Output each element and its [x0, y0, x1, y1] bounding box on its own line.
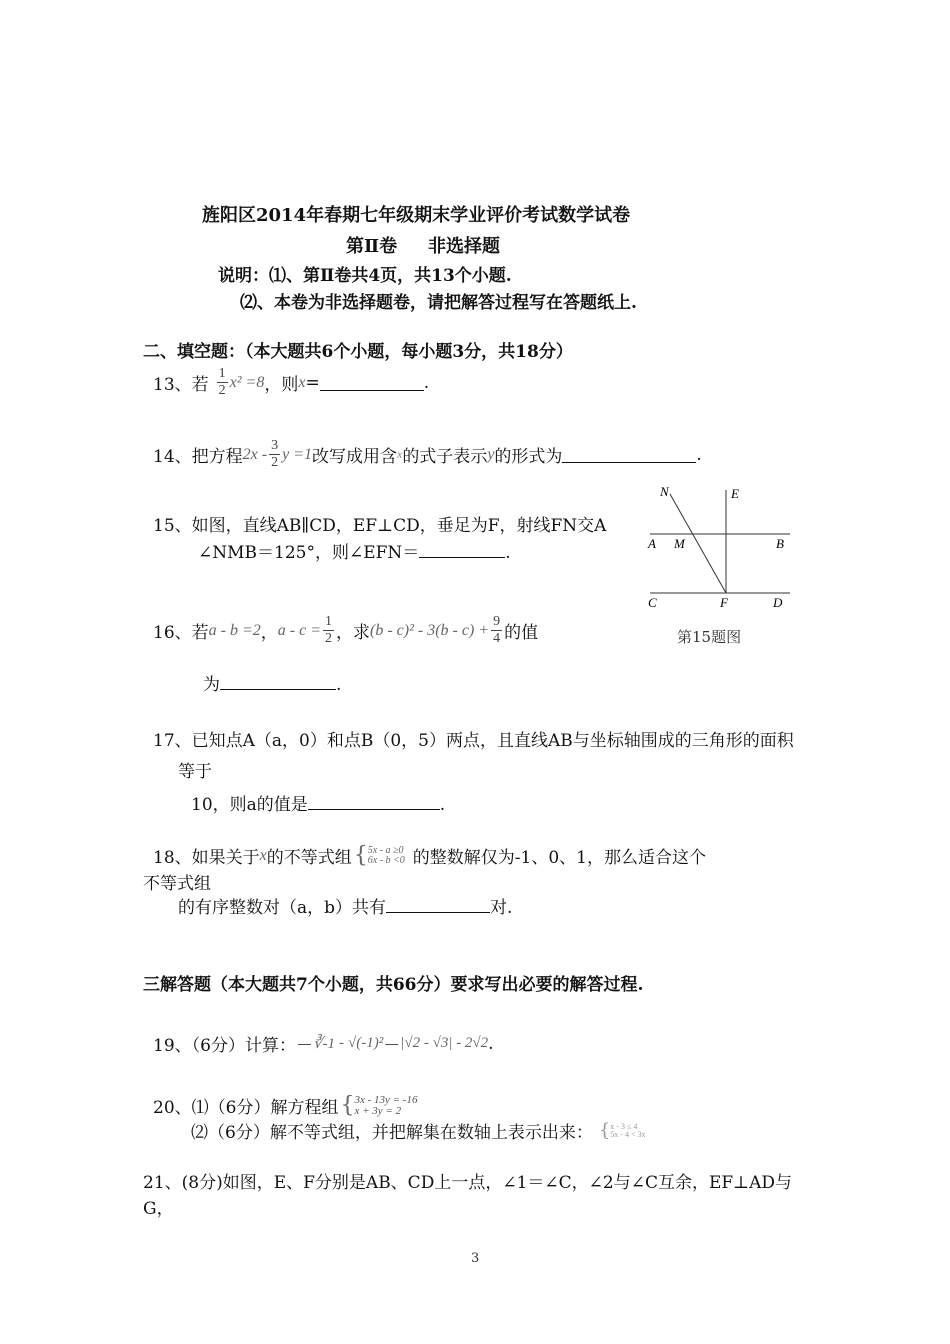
q18-line-3-text: 的有序整数对（a，b）共有: [178, 898, 387, 918]
q16-end: .: [336, 675, 342, 695]
q18-brace: {: [353, 843, 368, 868]
q18-line-3: [178, 893, 512, 918]
q17-line-3-text: 10，则a的值是: [191, 795, 308, 815]
q20-line-1: 20、⑴（6分）解方程组: [153, 1098, 339, 1118]
q20-line-2: ⑵（6分）解不等式组，并把解集在数轴上表示出来：: [191, 1123, 593, 1143]
question-18: [153, 843, 706, 868]
instruction-2: ⑵、本卷为非选择题卷，请把解答过程写在答题纸上.: [240, 293, 637, 313]
q13-frac-den: 2: [218, 383, 226, 398]
question-14: [153, 438, 702, 471]
q19-prefix: 19、（6分）计算：－: [153, 1036, 313, 1056]
q21-line-2: G，: [143, 1199, 174, 1219]
q16-e3: (b - c)² - 3(b - c) +: [370, 621, 490, 639]
q14-end: .: [696, 444, 702, 465]
q16-ask: ，求: [336, 623, 370, 643]
label-e: E: [731, 486, 739, 501]
q20-sys-2: x + 3y = 2: [354, 1104, 402, 1117]
q19-end: .: [488, 1033, 494, 1054]
q18-x: x: [259, 846, 267, 864]
q19-mid: －: [383, 1036, 401, 1056]
question-20-1: [153, 1093, 417, 1118]
q19-e2: √(-1)²: [348, 1035, 384, 1051]
q16-fraction-1: [323, 614, 334, 647]
q14-suffix: 的形式为: [494, 447, 563, 467]
q15-line-2: [198, 538, 511, 563]
q13-expression: x² =8: [229, 373, 265, 391]
q14-x: x: [396, 447, 403, 461]
q17-line-3: [191, 790, 445, 815]
q14-prefix: 14、把方程: [153, 447, 243, 467]
q13-eq: =: [305, 372, 320, 393]
q17-line-1: 17、已知点A（a，0）和点B（0，5）两点，且直线AB与坐标轴围成的三角形的面积: [153, 731, 794, 751]
section-3-heading: 三解答题（本大题共7个小题，共66分）要求写出必要的解答过程.: [143, 975, 644, 995]
instruction-1: 说明：⑴、第Ⅱ卷共4页，共13个小题.: [218, 266, 512, 286]
q20-inequality-system: [610, 1123, 645, 1139]
q16-e1: a - b =2: [208, 621, 261, 639]
q13-fraction: [217, 366, 228, 399]
q21-line-1: 21、(8分)如图，E、F分别是AB、CD上一点，∠1＝∠C，∠2与∠C互余，EF⊥AD与: [143, 1173, 793, 1193]
q18-system: [368, 846, 405, 866]
question-16: [153, 614, 538, 647]
q16-frac2-den: 4: [493, 631, 501, 646]
exam-title: 旌阳区2014年春期七年级期末学业评价考试数学试卷: [202, 205, 631, 226]
q14-mid: 改写成用含: [311, 447, 397, 467]
volume-label: 第Ⅱ卷: [346, 236, 398, 257]
label-b: B: [776, 536, 784, 551]
q17-end: .: [439, 795, 446, 815]
q18-mid: 的不等式组: [266, 848, 352, 868]
q18-line-2: 不等式组: [143, 874, 211, 894]
figure-caption: 第15题图: [677, 628, 742, 646]
volume-type: 非选择题: [428, 236, 500, 257]
section-2-heading: 二、填空题：（本大题共6个小题，每小题3分，共18分）: [143, 342, 573, 362]
q16-answer-blank[interactable]: [220, 673, 336, 690]
q15-end: .: [505, 543, 511, 563]
question-20-2: [191, 1118, 645, 1143]
q18-tail: 的整数解仅为-1、0、1，那么适合这个: [412, 848, 706, 868]
q13-frac-num: 1: [218, 366, 226, 381]
q19-e1: ∛-1: [312, 1036, 336, 1052]
q13-prefix: 13、若: [153, 375, 209, 395]
q13-then: ，则: [264, 375, 299, 395]
q20-ineq-1: x - 3 ≤ 4: [610, 1121, 638, 1131]
question-19: [153, 1031, 494, 1056]
q13-end: .: [423, 372, 430, 393]
q20-brace: {: [340, 1093, 355, 1118]
q17-answer-blank[interactable]: [308, 793, 440, 810]
q16-tail: 的值: [504, 623, 539, 643]
q18-sys-1: 5x - a ≥0: [367, 844, 404, 856]
q16-comma: ，: [260, 623, 278, 643]
q16-line-2-text: 为: [203, 675, 220, 695]
q20-system: [354, 1095, 417, 1117]
label-c: C: [648, 595, 657, 610]
q16-frac1-den: 2: [325, 631, 332, 646]
q20-ineq-2: 5x - 4 < 3x: [610, 1129, 646, 1139]
q16-e2: a - c =: [277, 621, 321, 639]
q16-frac1-num: 1: [325, 614, 332, 629]
q15-line-1: 15、如图，直线AB∥CD，EF⊥CD，垂足为F，射线FN交A: [153, 516, 607, 536]
q13-answer-blank[interactable]: [320, 374, 424, 391]
q15-answer-blank[interactable]: [419, 541, 505, 558]
q14-eq-b: y =1: [282, 445, 312, 463]
q16-frac2-num: 9: [493, 614, 501, 629]
q13-var: x: [298, 373, 306, 391]
q14-fraction: [269, 438, 280, 471]
q20-sys-1: 3x - 13y = -16: [354, 1093, 418, 1106]
q18-prefix: 18、如果关于: [153, 848, 260, 868]
q18-end: 对.: [490, 898, 513, 918]
q14-frac-den: 2: [271, 455, 279, 470]
label-d: D: [773, 595, 783, 610]
q15-line-2-text: ∠NMB＝125°，则∠EFN＝: [198, 543, 420, 563]
label-n: N: [660, 484, 669, 499]
q19-minus: -: [339, 1035, 345, 1051]
q14-y: y: [487, 445, 495, 463]
q15-figure: [640, 480, 800, 620]
label-f: F: [720, 595, 728, 610]
q16-prefix: 16、若: [153, 623, 209, 643]
q20-ineq-brace: {: [598, 1120, 611, 1141]
question-13: [153, 366, 429, 399]
label-m: M: [674, 536, 685, 551]
page-number: 3: [471, 1251, 480, 1266]
q18-sys-2: 6x - b <0: [367, 854, 405, 866]
q19-e3: |√2 - √3| - 2√2: [400, 1035, 489, 1051]
q17-line-2: 等于: [178, 762, 212, 782]
q16-fraction-2: [491, 614, 502, 647]
q16-line-2: [203, 670, 341, 695]
q14-answer-blank[interactable]: [562, 446, 696, 463]
label-a: A: [648, 536, 656, 551]
q14-mid2: 的式子表示: [402, 447, 488, 467]
q14-eq-a: 2x -: [242, 445, 268, 463]
q18-answer-blank[interactable]: [386, 896, 490, 913]
q14-frac-num: 3: [271, 438, 279, 453]
